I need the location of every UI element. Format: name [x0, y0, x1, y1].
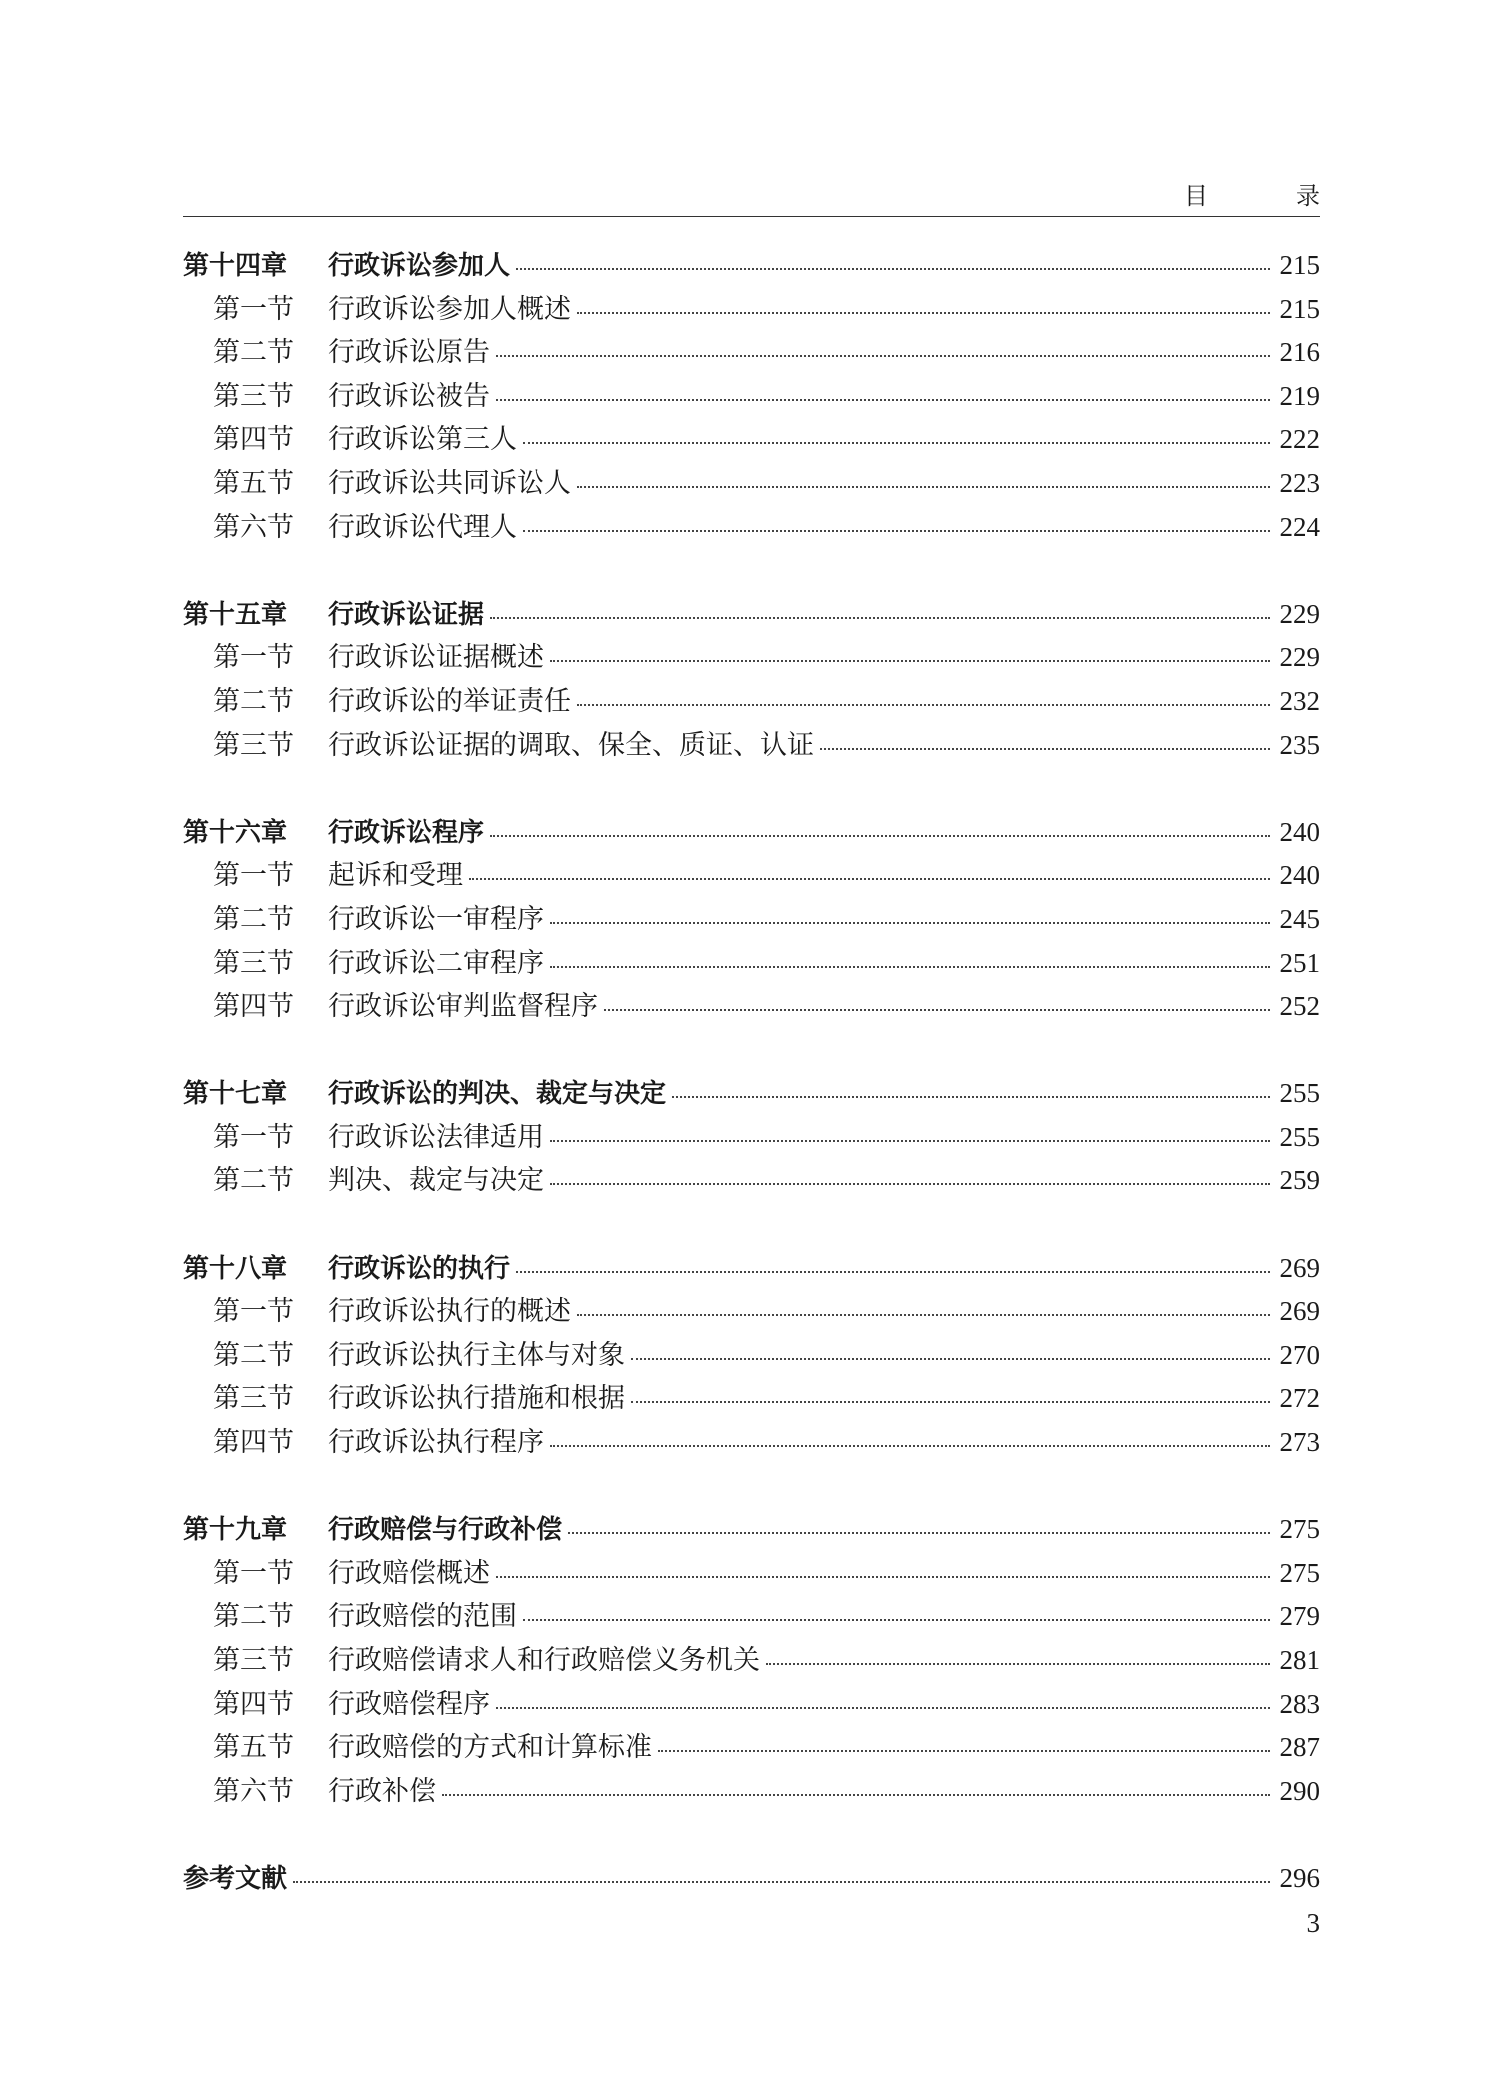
toc-section[interactable]: [183, 288, 1320, 332]
dot-leader: [577, 1312, 1270, 1316]
section-title: 行政诉讼一审程序: [328, 903, 544, 935]
toc-section[interactable]: [183, 854, 1320, 898]
section-label: 第一节: [213, 1557, 294, 1589]
dot-leader: [550, 1181, 1270, 1185]
toc-section[interactable]: [183, 636, 1320, 680]
page-ref: 283: [1279, 1688, 1320, 1719]
dot-leader: [523, 440, 1270, 444]
chapter-title: 行政诉讼的判决、裁定与决定: [328, 1079, 667, 1110]
section-title: 行政赔偿概述: [328, 1557, 490, 1589]
section-title: 行政赔偿请求人和行政赔偿义务机关: [328, 1645, 760, 1676]
section-title: 行政赔偿的范围: [328, 1601, 517, 1633]
toc-section[interactable]: [183, 1770, 1320, 1814]
toc-section[interactable]: [183, 1726, 1320, 1770]
section-label: 第一节: [213, 1121, 294, 1153]
dot-leader: [820, 746, 1270, 750]
section-label: 第一节: [213, 1296, 294, 1328]
dot-leader: [523, 528, 1270, 532]
header-title: 目 录: [1184, 182, 1352, 210]
page-ref: 223: [1279, 467, 1320, 498]
page-ref: 215: [1279, 250, 1320, 280]
section-label: 第三节: [213, 1383, 294, 1415]
section-label: 第三节: [213, 1645, 294, 1676]
section-title: 行政诉讼执行措施和根据: [328, 1383, 625, 1415]
page-ref: 273: [1279, 1427, 1320, 1458]
section-title: 行政诉讼证据概述: [328, 642, 544, 674]
dot-leader: [658, 1748, 1270, 1752]
section-title: 行政诉讼执行的概述: [328, 1296, 571, 1328]
section-title: 行政诉讼第三人: [328, 424, 517, 456]
group-spacer: [183, 767, 1320, 811]
dot-leader: [631, 1356, 1270, 1360]
toc-chapter-18[interactable]: [183, 1247, 1320, 1291]
section-label: 第二节: [213, 685, 294, 717]
page-ref: 251: [1279, 947, 1320, 978]
section-title: 行政诉讼执行程序: [328, 1427, 544, 1459]
dot-leader: [550, 1443, 1270, 1447]
chapter-title: 行政诉讼参加人: [328, 251, 511, 281]
chapter-label: 第十五章: [183, 599, 288, 630]
section-title: 行政诉讼执行主体与对象: [328, 1339, 625, 1371]
chapter-label: 第十七章: [183, 1079, 288, 1110]
page-ref: 252: [1279, 991, 1320, 1022]
chapter-title: 行政诉讼证据: [328, 599, 485, 630]
section-label: 第四节: [213, 991, 294, 1023]
page-number: 3: [1306, 1908, 1320, 1938]
page-ref: 255: [1279, 1078, 1320, 1109]
section-label: 第一节: [213, 860, 294, 892]
toc-section[interactable]: [183, 462, 1320, 506]
section-label: 第四节: [213, 424, 294, 456]
chapter-label: 第十四章: [183, 251, 288, 281]
section-label: 第四节: [213, 1688, 294, 1720]
section-label: 第六节: [213, 511, 294, 543]
toc-section[interactable]: [183, 680, 1320, 724]
page-ref: 269: [1279, 1296, 1320, 1327]
page-ref: 287: [1279, 1732, 1320, 1763]
section-title: 行政诉讼被告: [328, 380, 490, 412]
chapter-title: 行政诉讼的执行: [328, 1253, 511, 1284]
dot-leader: [568, 1530, 1270, 1534]
page-ref: 240: [1279, 860, 1320, 891]
page-ref: 216: [1279, 337, 1320, 368]
section-label: 第四节: [213, 1427, 294, 1459]
dot-leader: [516, 1269, 1270, 1273]
dot-leader: [577, 310, 1270, 314]
page-ref: 245: [1279, 903, 1320, 934]
toc-section[interactable]: [183, 1683, 1320, 1727]
section-title: 行政诉讼审判监督程序: [328, 991, 598, 1023]
section-title: 行政诉讼二审程序: [328, 947, 544, 979]
dot-leader: [496, 1705, 1270, 1709]
dot-leader: [516, 266, 1270, 270]
dot-leader: [604, 1007, 1270, 1011]
page-ref: 240: [1279, 816, 1320, 847]
toc-references[interactable]: [183, 1857, 1320, 1901]
toc-section[interactable]: [183, 898, 1320, 942]
toc-section[interactable]: [183, 331, 1320, 375]
page-ref: 235: [1279, 729, 1320, 760]
page-ref: 219: [1279, 380, 1320, 411]
dot-leader: [496, 397, 1270, 401]
section-label: 第五节: [213, 467, 294, 499]
toc-chapter-16[interactable]: [183, 811, 1320, 855]
section-title: 起诉和受理: [328, 860, 463, 892]
section-title: 行政赔偿程序: [328, 1688, 490, 1720]
toc-chapter-15[interactable]: [183, 593, 1320, 637]
page-ref: 272: [1279, 1383, 1320, 1414]
page-ref: 255: [1279, 1121, 1320, 1152]
dot-leader: [577, 702, 1270, 706]
group-spacer: [183, 1203, 1320, 1247]
section-label: 第一节: [213, 293, 294, 325]
group-spacer: [183, 549, 1320, 593]
table-of-contents: [183, 244, 1320, 1901]
section-label: 第二节: [213, 1339, 294, 1371]
group-spacer: [183, 1029, 1320, 1073]
page-ref: 224: [1279, 511, 1320, 542]
dot-leader: [550, 920, 1270, 924]
section-title: 行政诉讼代理人: [328, 511, 517, 543]
toc-section[interactable]: [183, 1377, 1320, 1421]
toc-section[interactable]: [183, 1639, 1320, 1683]
page-ref: 222: [1279, 424, 1320, 455]
dot-leader: [550, 964, 1270, 968]
toc-section[interactable]: [183, 942, 1320, 986]
chapter-label: 第十八章: [183, 1253, 288, 1284]
page-ref: 296: [1279, 1862, 1320, 1893]
dot-leader: [490, 833, 1270, 837]
toc-section[interactable]: [183, 506, 1320, 550]
toc-section[interactable]: [183, 1595, 1320, 1639]
section-label: 第二节: [213, 1601, 294, 1633]
section-title: 行政诉讼原告: [328, 337, 490, 369]
toc-section[interactable]: [183, 375, 1320, 419]
dot-leader: [469, 876, 1270, 880]
section-label: 第二节: [213, 1165, 294, 1197]
toc-chapter-17[interactable]: [183, 1072, 1320, 1116]
toc-section[interactable]: [183, 1116, 1320, 1160]
dot-leader: [672, 1094, 1270, 1098]
page-ref: 290: [1279, 1775, 1320, 1806]
section-title: 行政补偿: [328, 1775, 436, 1807]
group-spacer: [183, 1465, 1320, 1509]
section-title: 行政诉讼参加人概述: [328, 293, 571, 325]
dot-leader: [293, 1879, 1270, 1883]
page-ref: 275: [1279, 1514, 1320, 1545]
running-header: [183, 170, 1352, 217]
toc-section[interactable]: [183, 1421, 1320, 1465]
chapter-title: 行政赔偿与行政补偿: [328, 1515, 563, 1546]
chapter-label: 第十六章: [183, 817, 288, 848]
dot-leader: [496, 1574, 1270, 1578]
toc-section[interactable]: [183, 1290, 1320, 1334]
section-label: 第三节: [213, 380, 294, 412]
group-spacer: [183, 1813, 1320, 1857]
dot-leader: [766, 1661, 1270, 1665]
toc-section[interactable]: [183, 724, 1320, 768]
dot-leader: [577, 484, 1270, 488]
toc-section[interactable]: [183, 1552, 1320, 1596]
dot-leader: [550, 1138, 1270, 1142]
section-label: 第五节: [213, 1732, 294, 1764]
page-ref: 279: [1279, 1601, 1320, 1632]
page-ref: 281: [1279, 1645, 1320, 1675]
section-label: 第一节: [213, 642, 294, 674]
section-label: 第三节: [213, 947, 294, 979]
section-label: 第三节: [213, 729, 294, 761]
section-title: 判决、裁定与决定: [328, 1165, 544, 1197]
dot-leader: [550, 658, 1270, 662]
dot-leader: [523, 1617, 1270, 1621]
dot-leader: [490, 615, 1270, 619]
toc-section[interactable]: [183, 1159, 1320, 1203]
page-ref: 270: [1279, 1339, 1320, 1370]
page-ref: 229: [1279, 598, 1320, 629]
section-title: 行政诉讼法律适用: [328, 1121, 544, 1153]
references-title: 参考文献: [183, 1863, 288, 1894]
dot-leader: [631, 1399, 1270, 1403]
toc-section[interactable]: [183, 985, 1320, 1029]
section-label: 第二节: [213, 903, 294, 935]
dot-leader: [442, 1792, 1270, 1796]
section-label: 第二节: [213, 337, 294, 369]
section-title: 行政诉讼证据的调取、保全、质证、认证: [328, 729, 814, 761]
page-ref: 232: [1279, 685, 1320, 716]
chapter-title: 行政诉讼程序: [328, 817, 485, 848]
page-ref: 269: [1279, 1252, 1320, 1283]
toc-section[interactable]: [183, 418, 1320, 462]
page-ref: 215: [1279, 293, 1320, 324]
page-ref: 275: [1279, 1557, 1320, 1588]
page-ref: 229: [1279, 642, 1320, 673]
section-label: 第六节: [213, 1775, 294, 1807]
page-ref: 259: [1279, 1165, 1320, 1196]
toc-chapter-14[interactable]: [183, 244, 1320, 288]
section-title: 行政赔偿的方式和计算标准: [328, 1732, 652, 1764]
toc-section[interactable]: [183, 1334, 1320, 1378]
chapter-label: 第十九章: [183, 1515, 288, 1546]
section-title: 行政诉讼共同诉讼人: [328, 467, 571, 499]
toc-chapter-19[interactable]: [183, 1508, 1320, 1552]
dot-leader: [496, 353, 1270, 357]
section-title: 行政诉讼的举证责任: [328, 685, 571, 717]
